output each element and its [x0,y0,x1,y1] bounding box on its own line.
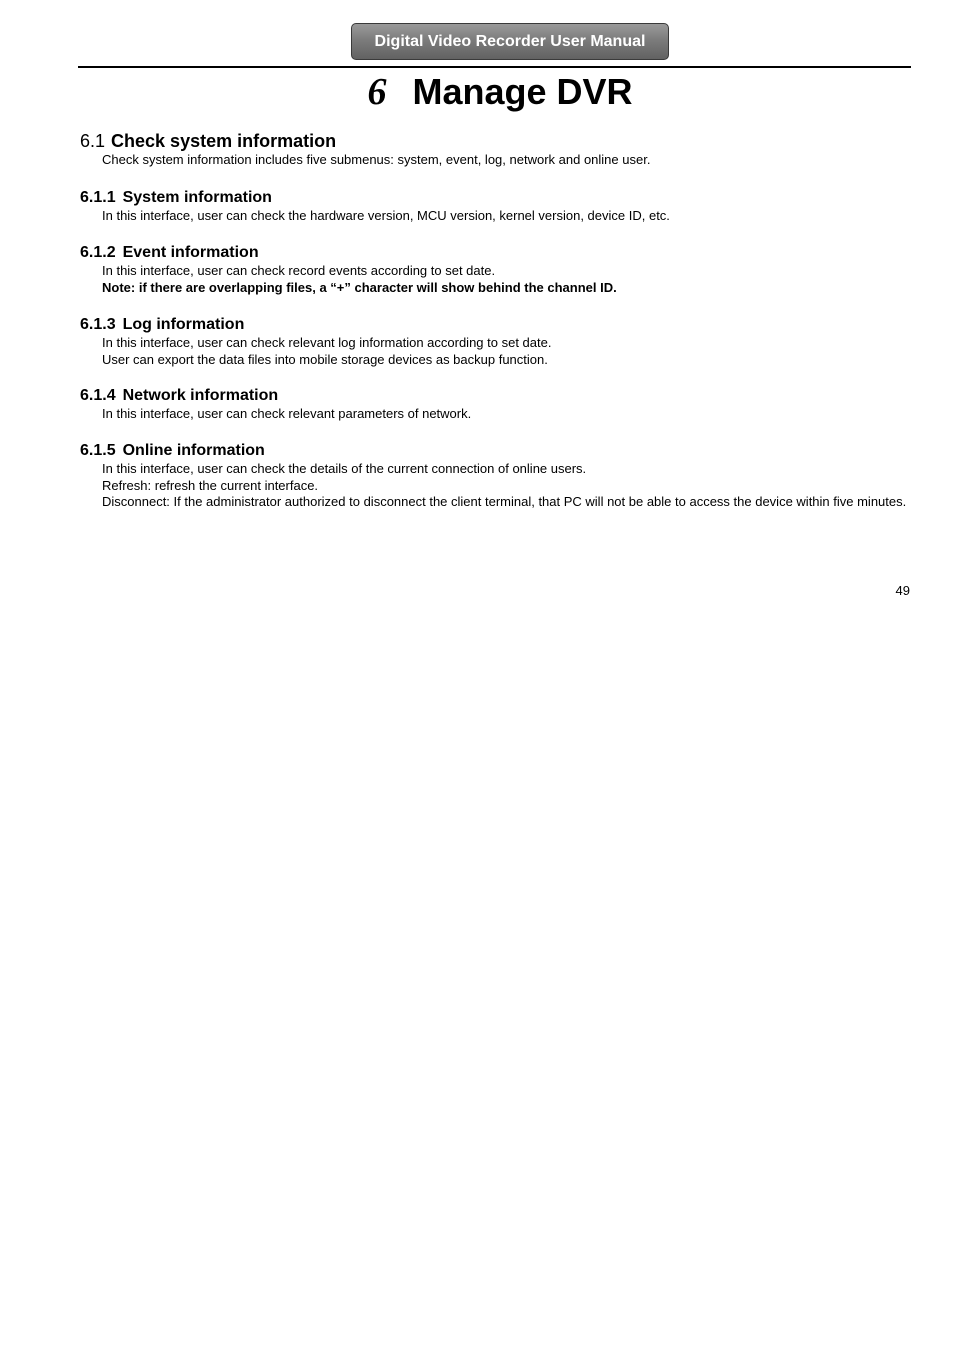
section-6-1-3 [80,315,912,368]
chapter-title [0,70,954,114]
subsection-number: 6.1.5 [80,442,116,459]
body-line: In this interface, user can check relevant parameters of network. [102,406,472,421]
section-6-1-4 [80,386,912,423]
subsection-number: 6.1.3 [80,316,116,333]
section-body [80,406,912,423]
section-title: Check system information [111,131,337,151]
body-line: In this interface, user can check the details of the current connection of online users. [102,461,587,476]
body-line: Disconnect: If the administrator authorized to disconnect the client terminal, that PC will not be able to access the device within five minutes. [102,494,907,509]
section-body [80,461,912,511]
section-body [80,263,912,296]
page-number: 49 [895,583,910,598]
section-6-1-5 [80,441,912,511]
section-body [80,152,912,169]
subsection-heading [80,386,912,406]
body-line: Refresh: refresh the current interface. [102,477,319,493]
note-line: Note: if there are overlapping files, a “+” character will show behind the channel ID. [102,279,617,295]
subsection-title: Event information [122,244,259,261]
section-6-1 [80,130,912,169]
section-heading [80,130,912,152]
section-number: 6.1 [80,131,106,151]
chapter-title-text: Manage DVR [412,71,633,112]
subsection-heading [80,188,912,208]
subsection-title: Log information [122,316,245,333]
section-6-1-2 [80,243,912,296]
section-6-1-1 [80,188,912,225]
subsection-title: Network information [122,387,279,404]
subsection-number: 6.1.2 [80,244,116,261]
header-rule [78,66,911,68]
subsection-heading [80,243,912,263]
section-body [80,208,912,225]
subsection-number: 6.1.4 [80,387,116,404]
subsection-number: 6.1.1 [80,189,116,206]
section-body [80,335,912,368]
subsection-title: System information [122,189,272,206]
body-line: User can export the data files into mobile storage devices as backup function. [102,351,548,367]
body-line: In this interface, user can check record events according to set date. [102,263,496,278]
body-line: Check system information includes five submenus: system, event, log, network and online user. [102,152,651,167]
body-line: In this interface, user can check relevant log information according to set date. [102,335,552,350]
manual-header-badge: Digital Video Recorder User Manual [351,23,669,60]
subsection-title: Online information [122,442,265,459]
chapter-number: 6 [367,71,387,113]
subsection-heading [80,315,912,335]
body-line: In this interface, user can check the hardware version, MCU version, kernel version, device ID, etc. [102,208,670,223]
subsection-heading [80,441,912,461]
